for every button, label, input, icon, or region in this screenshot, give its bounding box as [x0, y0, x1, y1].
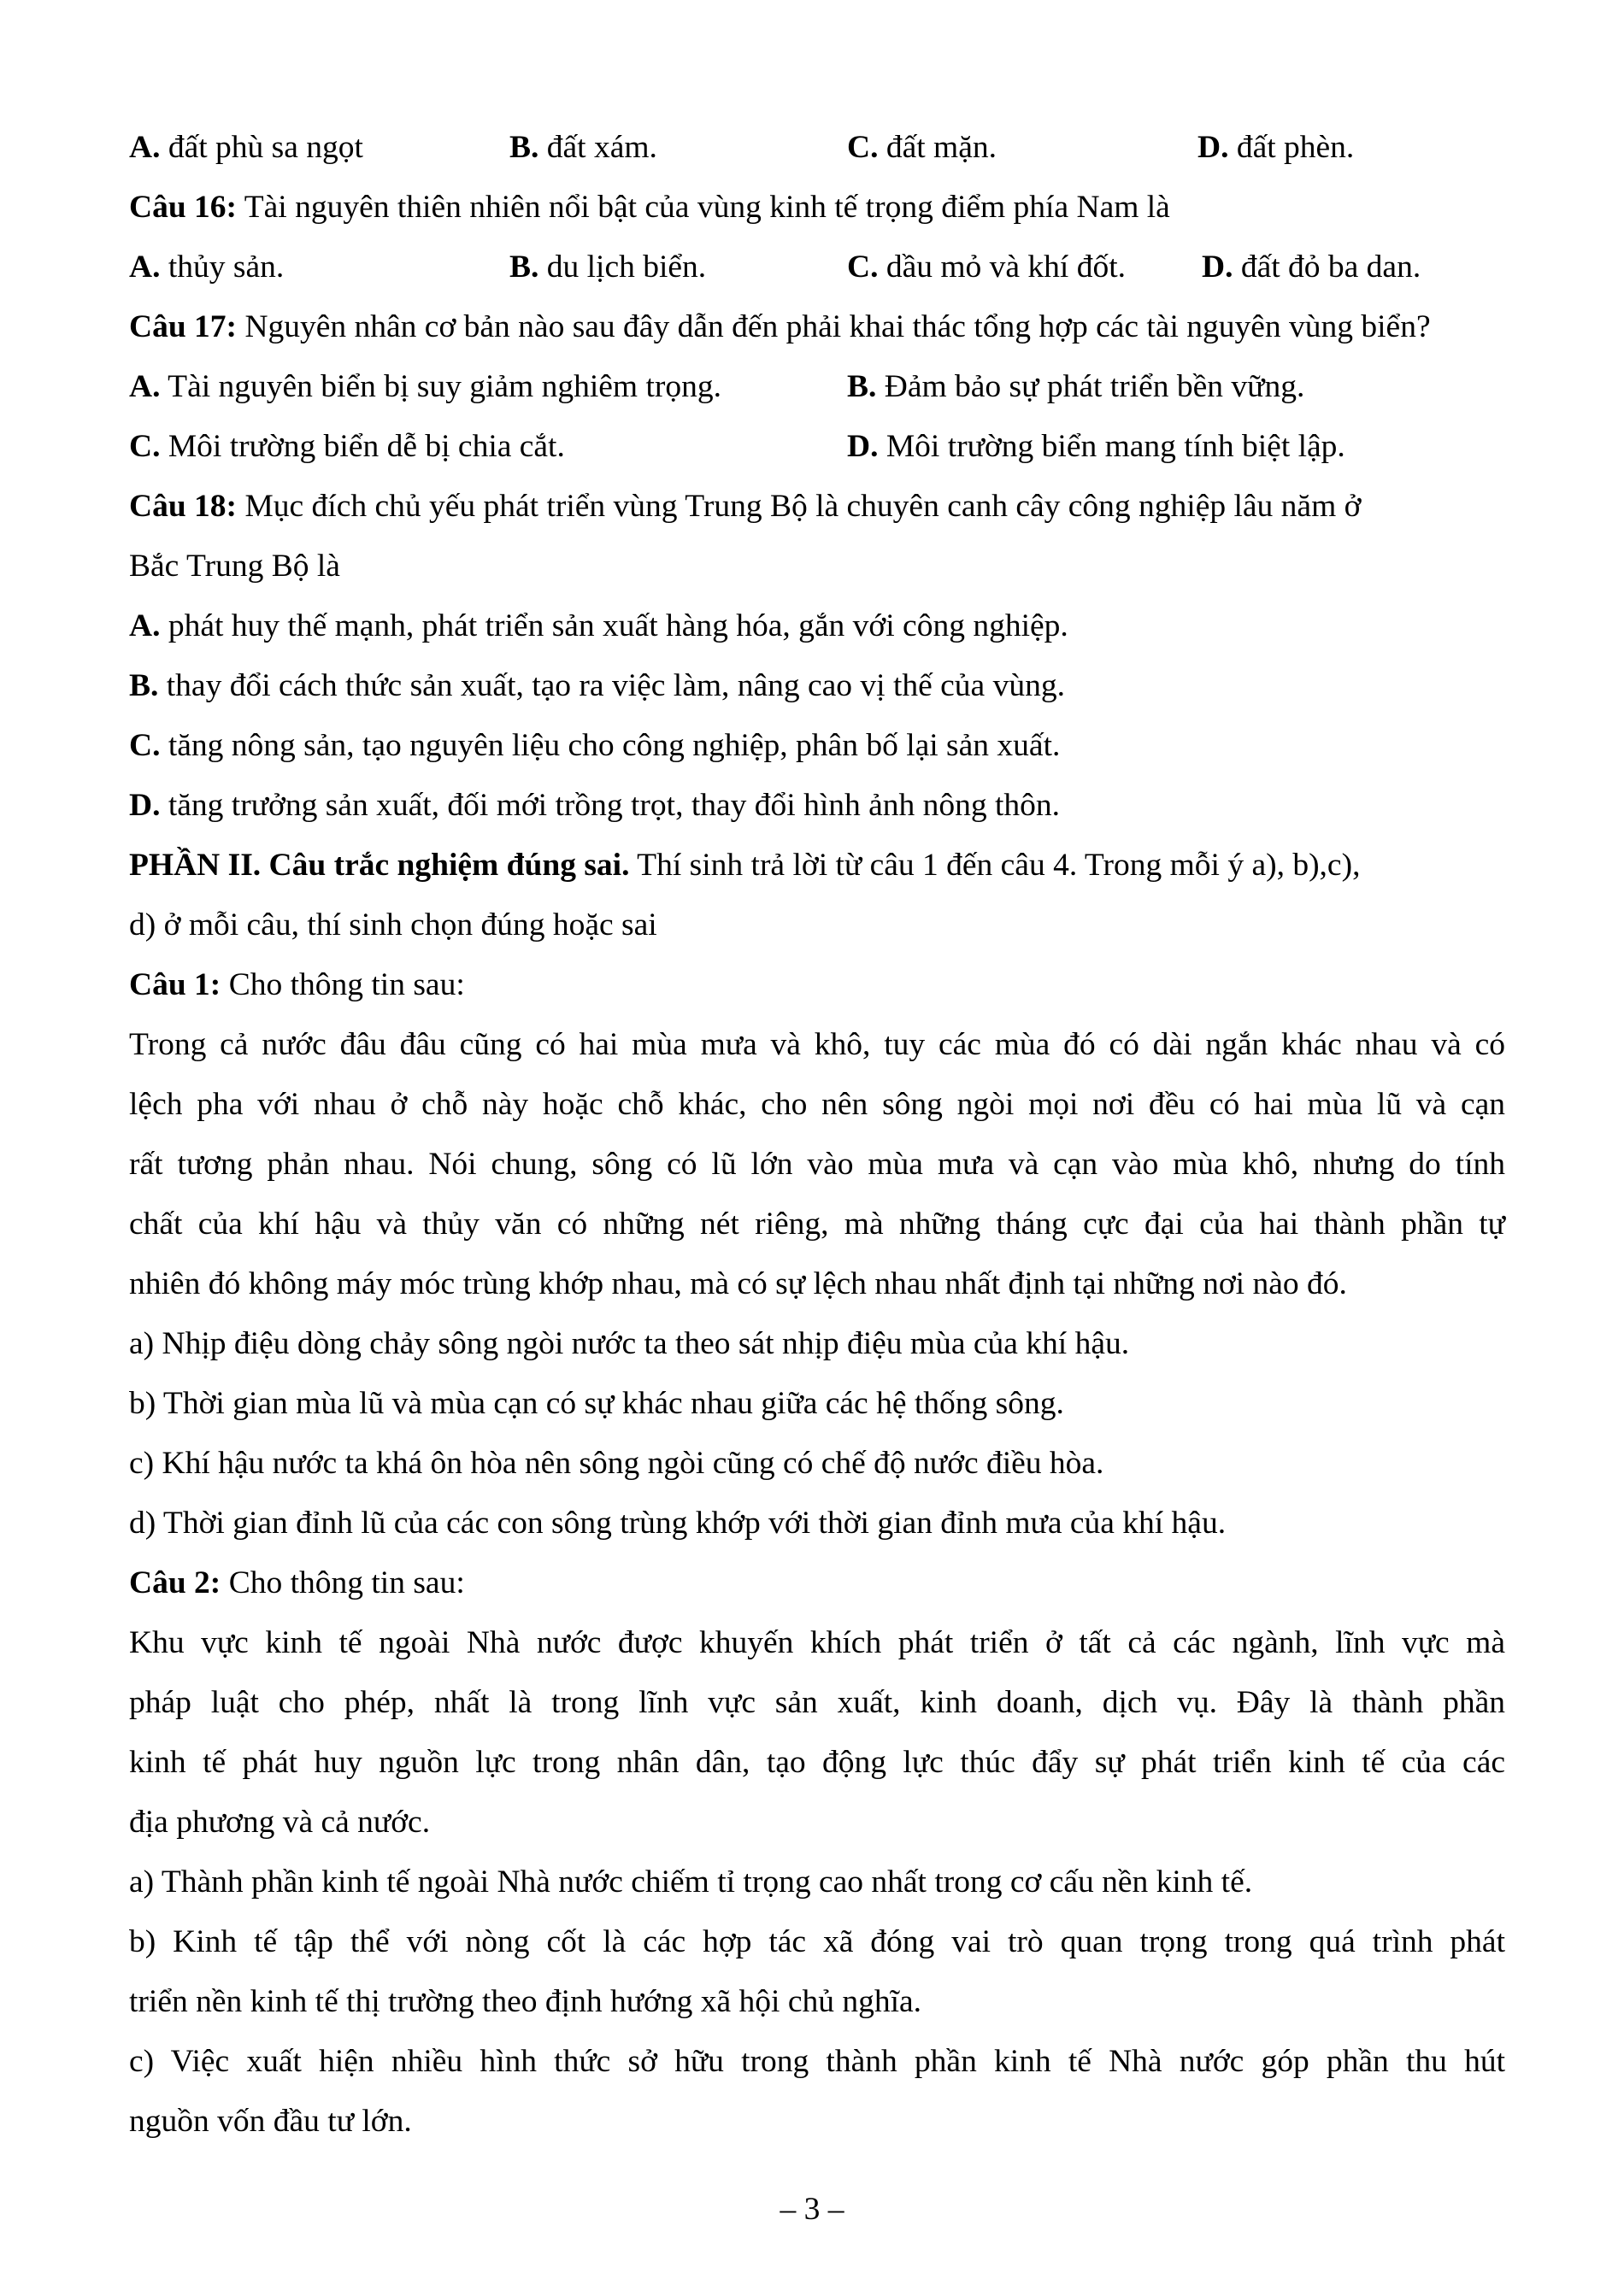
q16-option-a: A. thủy sản. — [129, 250, 285, 285]
p2q2-statement-c: c) Việc xuất hiện nhiều hình thức sở hữu trong thành phần kinh tế Nhà nước góp phần thu hút — [129, 2044, 1505, 2079]
q18-option-a: A. phát huy thế mạnh, phát triển sản xuất hàng hóa, gắn với công nghiệp. — [129, 608, 1068, 643]
q16-stem: Câu 16: Tài nguyên thiên nhiên nổi bật của vùng kinh tế trọng điểm phía Nam là — [129, 190, 1170, 225]
p2q2-label: Câu 2: — [129, 1565, 221, 1600]
p2q1-stem: Câu 1: Cho thông tin sau: — [129, 967, 465, 1002]
q17-option-a: A. Tài nguyên biển bị suy giảm nghiêm trọng. — [129, 369, 721, 404]
q18-label: Câu 18: — [129, 489, 238, 524]
p2q2-statement-b-cont: triển nền kinh tế thị trường theo định hướng xã hội chủ nghĩa. — [129, 1984, 922, 2019]
p2q2-stem: Câu 2: Cho thông tin sau: — [129, 1565, 465, 1600]
q17-option-d: D. Môi trường biển mang tính biệt lập. — [847, 429, 1345, 464]
page-number: – 3 – — [780, 2192, 844, 2227]
q17-option-b: B. Đảm bảo sự phát triển bền vững. — [847, 369, 1305, 404]
q17-stem: Câu 17: Nguyên nhân cơ bản nào sau đây dẫn đến phải khai thác tổng hợp các tài nguyên vùng biển? — [129, 309, 1431, 344]
p2q1-statement-b: b) Thời gian mùa lũ và mùa cạn có sự khác nhau giữa các hệ thống sông. — [129, 1386, 1064, 1421]
p2q2-statement-a: a) Thành phần kinh tế ngoài Nhà nước chiếm tỉ trọng cao nhất trong cơ cấu nền kinh tế. — [129, 1864, 1253, 1900]
q15-options — [129, 118, 1505, 178]
p2q2-statement-b: b) Kinh tế tập thể với nòng cốt là các hợp tác xã đóng vai trò quan trọng trong quá trình phát — [129, 1924, 1505, 1959]
q15-option-a: A. đất phù sa ngọt — [129, 130, 363, 165]
q15-option-c: C. đất mặn. — [847, 130, 997, 165]
exam-content — [129, 118, 1505, 2152]
p2q1-passage-line: chất của khí hậu và thủy văn có những nét riêng, mà những tháng cực đại của hai thành phần tự — [129, 1207, 1505, 1242]
q18-option-b: B. thay đổi cách thức sản xuất, tạo ra việc làm, nâng cao vị thế của vùng. — [129, 668, 1065, 703]
q16-option-b: B. du lịch biển. — [509, 250, 707, 285]
p2q1-passage-line: Trong cả nước đâu đâu cũng có hai mùa mưa và khô, tuy các mùa đó có dài ngắn khác nhau và có — [129, 1027, 1505, 1062]
q16-option-d: D. đất đỏ ba dan. — [1202, 250, 1421, 285]
q16-options — [129, 238, 1505, 297]
q16-label: Câu 16: — [129, 190, 238, 225]
part2-instruction: d) ở mỗi câu, thí sinh chọn đúng hoặc sai — [129, 907, 657, 942]
part2-heading: PHẦN II. Câu trắc nghiệm đúng sai. Thí sinh trả lời từ câu 1 đến câu 4. Trong mỗi ý a), b),c), — [129, 848, 1361, 883]
q17-option-c: C. Môi trường biển dễ bị chia cắt. — [129, 429, 565, 464]
p2q2-passage-line: Khu vực kinh tế ngoài Nhà nước được khuyến khích phát triển ở tất cả các ngành, lĩnh vực mà — [129, 1625, 1505, 1660]
p2q1-statement-a: a) Nhịp điệu dòng chảy sông ngòi nước ta theo sát nhịp điệu mùa của khí hậu. — [129, 1326, 1130, 1361]
q15-option-d: D. đất phèn. — [1197, 130, 1355, 165]
q15-option-b: B. đất xám. — [509, 130, 657, 165]
p2q1-passage-line: lệch pha với nhau ở chỗ này hoặc chỗ khác, cho nên sông ngòi mọi nơi đều có hai mùa lũ và cạn — [129, 1087, 1505, 1122]
p2q2-statement-c-cont: nguồn vốn đầu tư lớn. — [129, 2104, 412, 2139]
q18-option-d: D. tăng trưởng sản xuất, đối mới trồng trọt, thay đổi hình ảnh nông thôn. — [129, 788, 1061, 823]
q18-stem-line1: Câu 18: Mục đích chủ yếu phát triển vùng Trung Bộ là chuyên canh cây công nghiệp lâu năm ở — [129, 489, 1362, 524]
q16-option-c: C. dầu mỏ và khí đốt. — [847, 250, 1127, 285]
p2q2-passage-line: địa phương và cả nước. — [129, 1805, 431, 1840]
q17-options-cd — [129, 417, 1505, 477]
p2q1-statement-c: c) Khí hậu nước ta khá ôn hòa nên sông ngòi cũng có chế độ nước điều hòa. — [129, 1446, 1104, 1481]
p2q1-label: Câu 1: — [129, 967, 221, 1002]
p2q2-passage-line: pháp luật cho phép, nhất là trong lĩnh vực sản xuất, kinh doanh, dịch vụ. Đây là thành phần — [129, 1685, 1505, 1720]
p2q1-passage-line: nhiên đó không máy móc trùng khớp nhau, mà có sự lệch nhau nhất định tại những nơi nào đó. — [129, 1266, 1347, 1301]
q18-stem-line2: Bắc Trung Bộ là — [129, 549, 340, 584]
part2-title: PHẦN II. Câu trắc nghiệm đúng sai. — [129, 848, 630, 883]
q18-option-c: C. tăng nông sản, tạo nguyên liệu cho công nghiệp, phân bố lại sản xuất. — [129, 728, 1061, 763]
p2q1-passage-line: rất tương phản nhau. Nói chung, sông có lũ lớn vào mùa mưa và cạn vào mùa khô, nhưng do tính — [129, 1147, 1505, 1182]
p2q1-statement-d: d) Thời gian đỉnh lũ của các con sông trùng khớp với thời gian đỉnh mưa của khí hậu. — [129, 1506, 1227, 1541]
p2q2-passage-line: kinh tế phát huy nguồn lực trong nhân dân, tạo động lực thúc đẩy sự phát triển kinh tế của các — [129, 1745, 1505, 1780]
q17-options-ab — [129, 357, 1505, 417]
q17-label: Câu 17: — [129, 309, 238, 344]
